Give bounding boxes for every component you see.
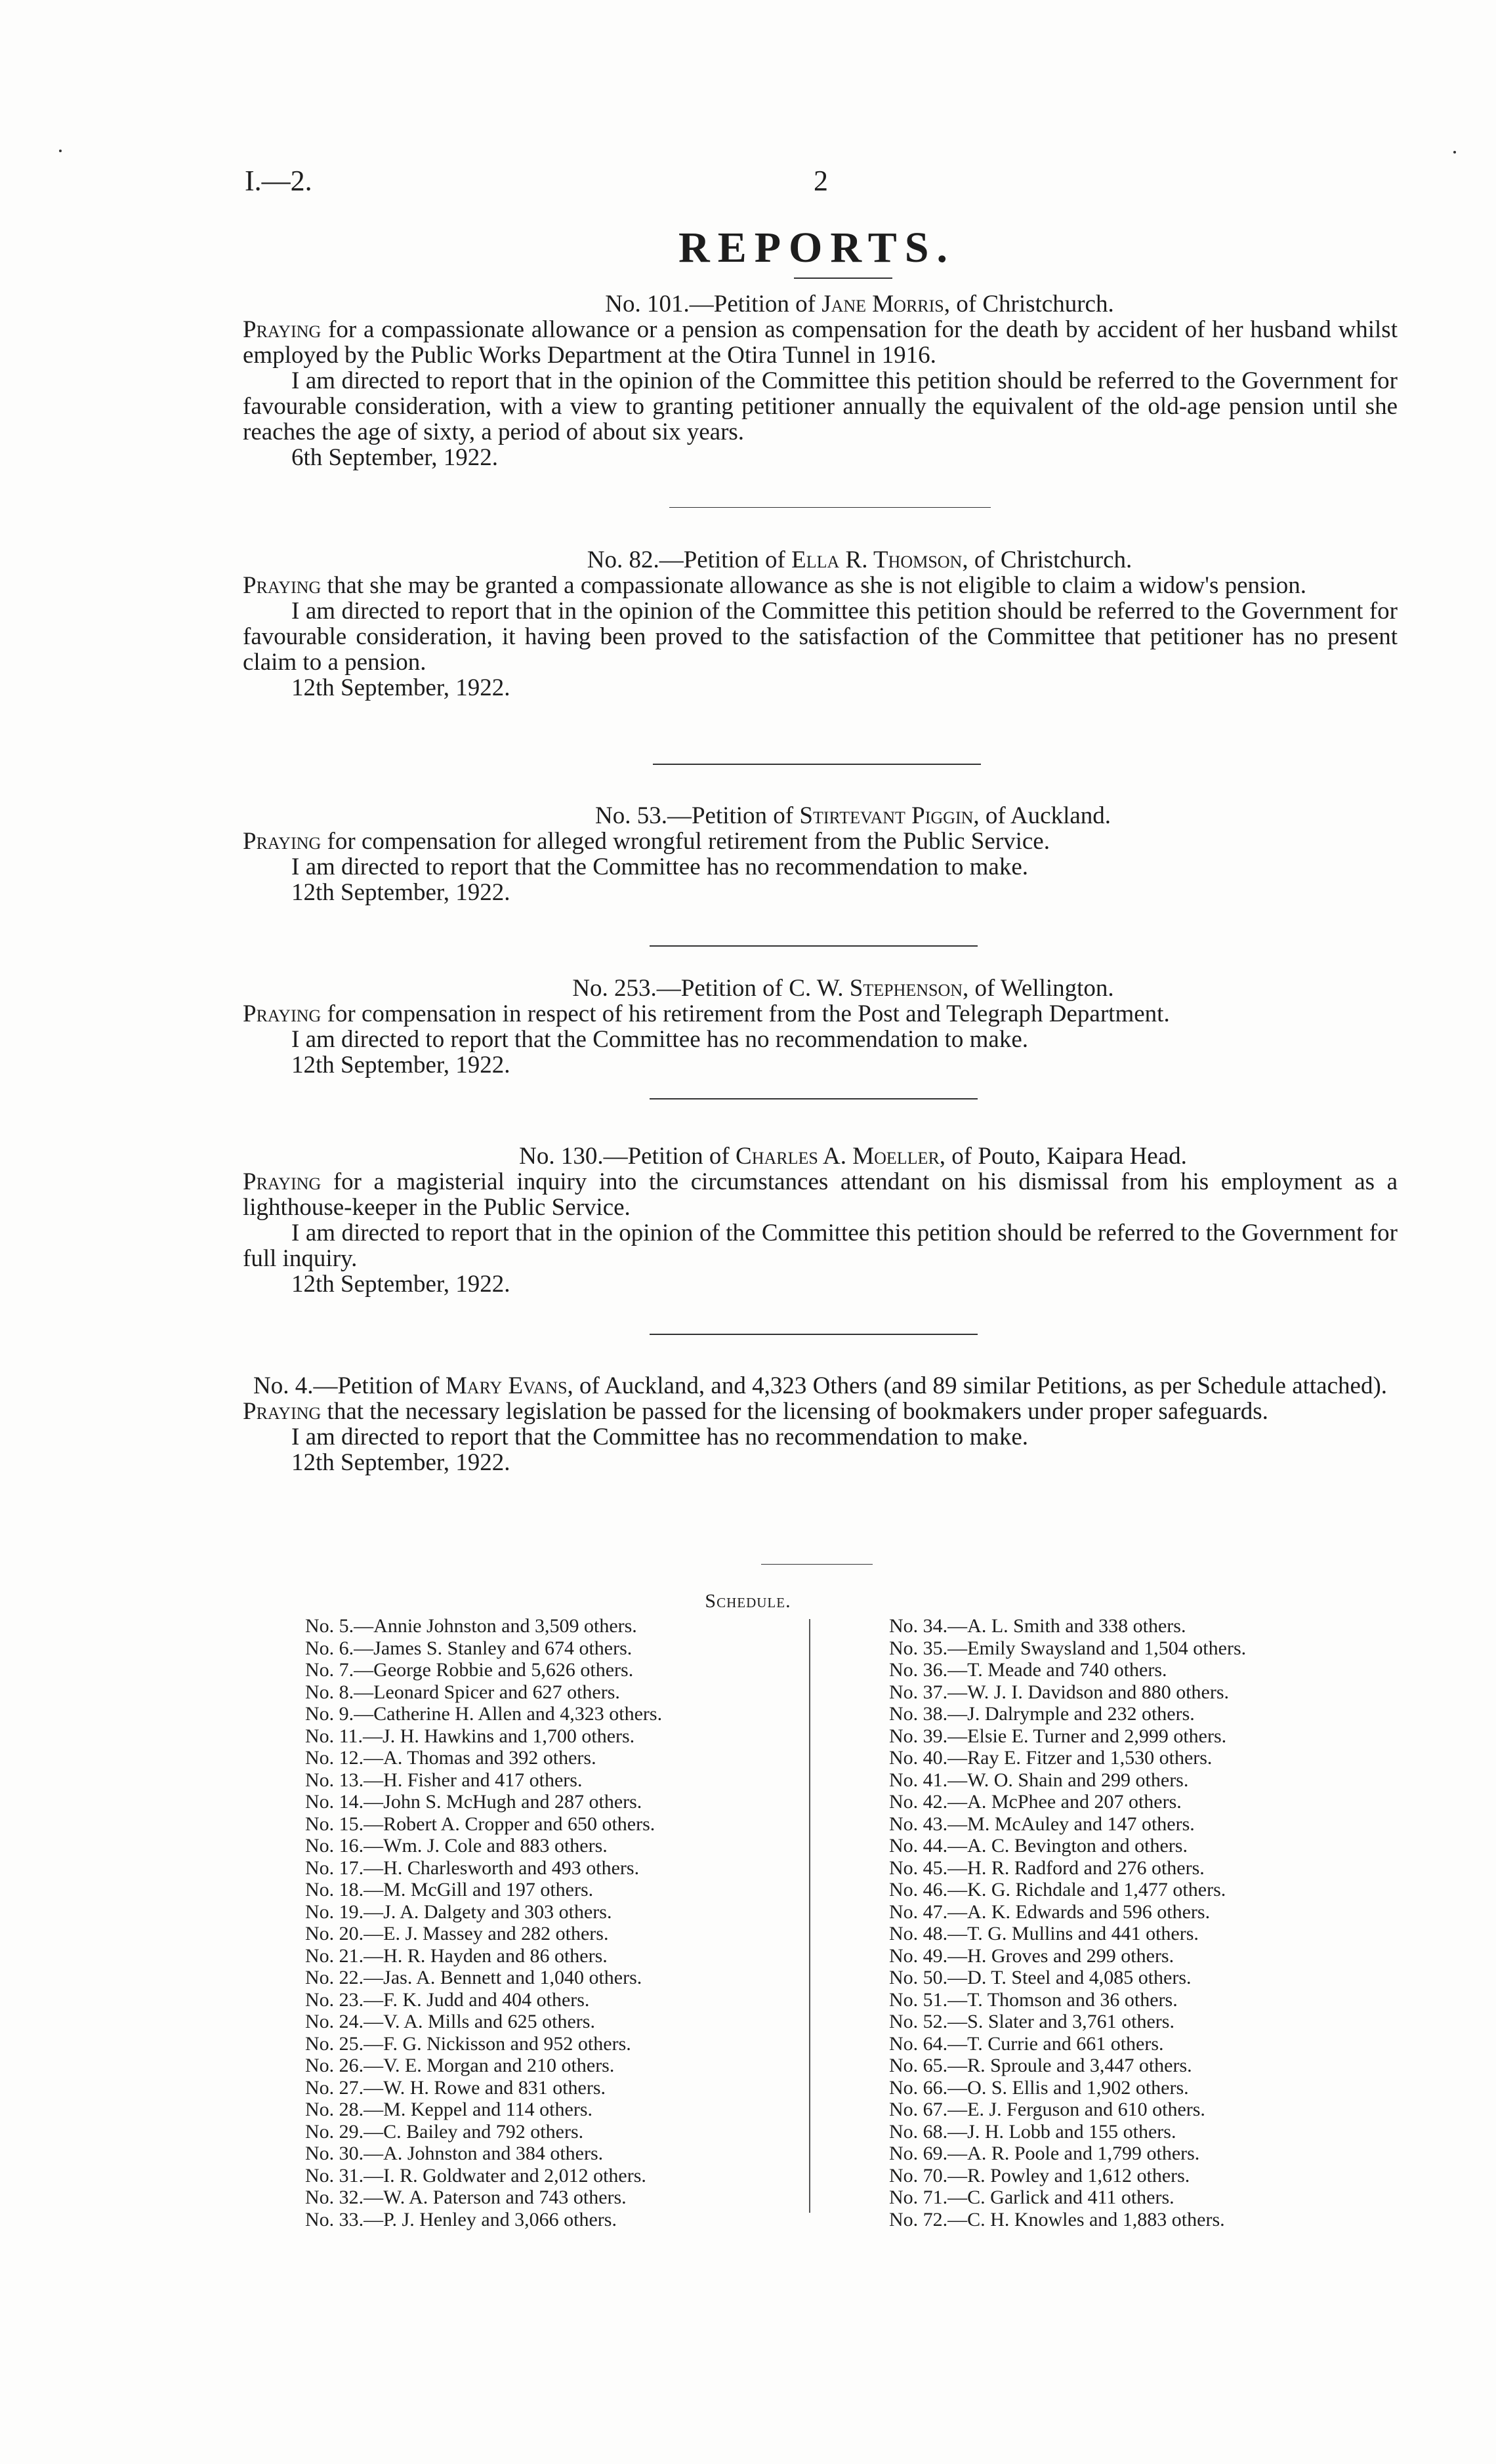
- page-speck: [1453, 151, 1456, 154]
- schedule-entry: No. 70.—R. Powley and 1,612 others.: [889, 2164, 1190, 2187]
- praying-text: Praying that she may be granted a compassionate allowance as she is not eligible to claim a widow's pension.: [243, 572, 1306, 599]
- schedule-entry: No. 25.—F. G. Nickisson and 952 others.: [305, 2032, 631, 2055]
- schedule-entry: No. 41.—W. O. Shain and 299 others.: [889, 1769, 1189, 1791]
- schedule-entry: No. 37.—W. J. I. Davidson and 880 others.: [889, 1681, 1230, 1703]
- report-date: 12th September, 1922.: [291, 1052, 510, 1078]
- report-text: I am directed to report that the Committee has no recommendation to make.: [291, 853, 1029, 880]
- schedule-entry: No. 16.—Wm. J. Cole and 883 others.: [305, 1835, 608, 1857]
- schedule-entry: No. 26.—V. E. Morgan and 210 others.: [305, 2055, 615, 2076]
- section-rule: [653, 764, 981, 765]
- schedule-entry: No. 5.—Annie Johnston and 3,509 others.: [305, 1615, 637, 1637]
- schedule-entry: No. 28.—M. Keppel and 114 others.: [305, 2099, 592, 2120]
- praying-text: Praying for compensation for alleged wrongful retirement from the Public Service.: [243, 828, 1050, 855]
- section-rule: [669, 507, 991, 508]
- schedule-entry: No. 19.—J. A. Dalgety and 303 others.: [305, 1900, 612, 1923]
- petition-heading: No. 130.—Petition of Charles A. Moeller, of Pouto, Kaipara Head.: [519, 1143, 1187, 1170]
- page-speck: [59, 150, 62, 152]
- report-date: 6th September, 1922.: [291, 444, 499, 471]
- schedule-entry: No. 36.—T. Meade and 740 others.: [889, 1659, 1167, 1681]
- petition-section: [243, 1373, 1398, 1475]
- petitioner-name: Charles A. Moeller: [736, 1143, 940, 1170]
- schedule-entry: No. 32.—W. A. Paterson and 743 others.: [305, 2187, 627, 2208]
- report-date: 12th September, 1922.: [291, 879, 510, 906]
- petition-section: [243, 291, 1398, 470]
- schedule-entry: No. 42.—A. McPhee and 207 others.: [889, 1791, 1182, 1813]
- schedule-entry: No. 40.—Ray E. Fitzer and 1,530 others.: [889, 1747, 1213, 1769]
- petition-section: [243, 803, 1398, 905]
- schedule-entry: No. 20.—E. J. Massey and 282 others.: [305, 1923, 609, 1944]
- report-text: I am directed to report that the Committee has no recommendation to make.: [291, 1424, 1029, 1450]
- schedule-entry: No. 38.—J. Dalrymple and 232 others.: [889, 1703, 1195, 1725]
- schedule-entry: No. 68.—J. H. Lobb and 155 others.: [889, 2120, 1176, 2143]
- schedule-entry: No. 52.—S. Slater and 3,761 others.: [889, 2011, 1174, 2032]
- report-text: I am directed to report that the Committee has no recommendation to make.: [291, 1026, 1029, 1053]
- schedule-entry: No. 69.—A. R. Poole and 1,799 others.: [889, 2143, 1200, 2164]
- report-text: I am directed to report that in the opinion of the Committee this petition should be referred to the Government for favourable consideration, it having been proved to the satisfaction of the Committee that petitioner has no present claim to a pension.: [243, 598, 1398, 676]
- section-rule: [650, 945, 978, 947]
- schedule-entry: No. 23.—F. K. Judd and 404 others.: [305, 1988, 590, 2011]
- page-reference: I.—2.: [245, 165, 312, 197]
- report-text: I am directed to report that in the opinion of the Committee this petition should be referred to the Government for full inquiry.: [243, 1220, 1398, 1272]
- report-date: 12th September, 1922.: [291, 674, 510, 701]
- praying-text: Praying for a magisterial inquiry into the circumstances attendant on his dismissal from his employment as a lighthouse-keeper in the Public Service.: [243, 1168, 1398, 1221]
- schedule-entry: No. 18.—M. McGill and 197 others.: [305, 1879, 594, 1900]
- schedule-entry: No. 21.—H. R. Hayden and 86 others.: [305, 1944, 608, 1967]
- petitioner-name: Mary Evans: [445, 1372, 568, 1399]
- column-divider: [809, 1619, 810, 2213]
- praying-text: Praying for a compassionate allowance or a pension as compensation for the death by accident of her husband whilst employed by the Public Works Department at the Otira Tunnel in 1916.: [243, 316, 1398, 369]
- schedule-entry: No. 14.—John S. McHugh and 287 others.: [305, 1791, 642, 1813]
- schedule-entry: No. 64.—T. Currie and 661 others.: [889, 2032, 1164, 2055]
- schedule-right-column: [889, 1615, 1246, 2230]
- schedule-entry: No. 49.—H. Groves and 299 others.: [889, 1944, 1174, 1967]
- report-text: I am directed to report that in the opinion of the Committee this petition should be referred to the Government for favourable consideration, with a view to granting petitioner annually the equivalent of the old-age pension until she reaches the age of sixty, a period of about six years.: [243, 367, 1398, 445]
- report-date: 12th September, 1922.: [291, 1449, 510, 1476]
- schedule-entry: No. 48.—T. G. Mullins and 441 others.: [889, 1923, 1199, 1944]
- schedule-entry: No. 35.—Emily Swaysland and 1,504 others.: [889, 1637, 1247, 1659]
- petition-heading: No. 53.—Petition of Stirtevant Piggin, of Auckland.: [594, 802, 1112, 829]
- schedule-entry: No. 24.—V. A. Mills and 625 others.: [305, 2011, 595, 2032]
- schedule-entry: No. 8.—Leonard Spicer and 627 others.: [305, 1681, 620, 1703]
- section-rule: [650, 1098, 978, 1099]
- schedule-entry: No. 31.—I. R. Goldwater and 2,012 others.: [305, 2164, 646, 2187]
- report-date: 12th September, 1922.: [291, 1271, 510, 1298]
- schedule-entry: No. 9.—Catherine H. Allen and 4,323 others.: [305, 1703, 663, 1725]
- petition-heading: No. 253.—Petition of C. W. Stephenson, of Wellington.: [572, 975, 1114, 1002]
- schedule-title: Schedule.: [705, 1590, 791, 1612]
- schedule-entry: No. 66.—O. S. Ellis and 1,902 others.: [889, 2076, 1189, 2099]
- schedule-entry: No. 47.—A. K. Edwards and 596 others.: [889, 1900, 1211, 1923]
- schedule-entry: No. 33.—P. J. Henley and 3,066 others.: [305, 2208, 617, 2230]
- page-number: 2: [814, 165, 828, 197]
- schedule-entry: No. 22.—Jas. A. Bennett and 1,040 others.: [305, 1967, 642, 1988]
- schedule-left-column: [305, 1615, 662, 2230]
- page-title: REPORTS.: [678, 224, 955, 272]
- schedule-entry: No. 65.—R. Sproule and 3,447 others.: [889, 2055, 1192, 2076]
- petition-section: [243, 547, 1398, 701]
- schedule-entry: No. 43.—M. McAuley and 147 others.: [889, 1813, 1195, 1835]
- petition-heading: No. 82.—Petition of Ella R. Thomson, of Christchurch.: [587, 546, 1132, 573]
- schedule-entry: No. 51.—T. Thomson and 36 others.: [889, 1988, 1178, 2011]
- schedule-entry: No. 46.—K. G. Richdale and 1,477 others.: [889, 1879, 1226, 1900]
- schedule-entry: No. 34.—A. L. Smith and 338 others.: [889, 1615, 1186, 1637]
- schedule-entry: No. 15.—Robert A. Cropper and 650 others.: [305, 1813, 655, 1835]
- petition-heading: No. 4.—Petition of Mary Evans, of Auckland, and 4,323 Others (and 89 similar Petitions, as per Schedule attached).: [253, 1372, 1388, 1399]
- petition-section: [243, 1143, 1398, 1297]
- schedule-entry: No. 7.—George Robbie and 5,626 others.: [305, 1659, 634, 1681]
- schedule-entry: No. 11.—J. H. Hawkins and 1,700 others.: [305, 1725, 635, 1747]
- petition-heading: No. 101.—Petition of Jane Morris, of Christchurch.: [605, 291, 1114, 318]
- petitioner-name: Ella R. Thomson: [791, 546, 963, 573]
- section-rule: [650, 1334, 978, 1335]
- schedule-entry: No. 50.—D. T. Steel and 4,085 others.: [889, 1967, 1192, 1988]
- schedule-entry: No. 30.—A. Johnston and 384 others.: [305, 2143, 604, 2164]
- schedule-entry: No. 27.—W. H. Rowe and 831 others.: [305, 2076, 606, 2099]
- schedule-entry: No. 72.—C. H. Knowles and 1,883 others.: [889, 2208, 1225, 2230]
- schedule-entry: No. 17.—H. Charlesworth and 493 others.: [305, 1857, 640, 1879]
- petitioner-name: C. W. Stephenson: [789, 975, 963, 1002]
- petition-section: [243, 975, 1398, 1078]
- section-rule: [761, 1564, 873, 1565]
- schedule-entry: No. 71.—C. Garlick and 411 others.: [889, 2187, 1174, 2208]
- schedule-entry: No. 44.—A. C. Bevington and others.: [889, 1835, 1188, 1857]
- petitioner-name: Jane Morris: [821, 291, 944, 318]
- petitioner-name: Stirtevant Piggin: [799, 802, 974, 829]
- schedule-entry: No. 67.—E. J. Ferguson and 610 others.: [889, 2099, 1205, 2120]
- praying-text: Praying for compensation in respect of his retirement from the Post and Telegraph Department.: [243, 1000, 1170, 1027]
- schedule-entry: No. 39.—Elsie E. Turner and 2,999 others.: [889, 1725, 1227, 1747]
- title-rule: [794, 277, 892, 279]
- praying-text: Praying that the necessary legislation be passed for the licensing of bookmakers under proper safeguards.: [243, 1398, 1268, 1425]
- schedule-entry: No. 45.—H. R. Radford and 276 others.: [889, 1857, 1205, 1879]
- schedule-entry: No. 12.—A. Thomas and 392 others.: [305, 1747, 596, 1769]
- schedule-entry: No. 13.—H. Fisher and 417 others.: [305, 1769, 583, 1791]
- schedule-entry: No. 6.—James S. Stanley and 674 others.: [305, 1637, 633, 1659]
- schedule-entry: No. 29.—C. Bailey and 792 others.: [305, 2120, 584, 2143]
